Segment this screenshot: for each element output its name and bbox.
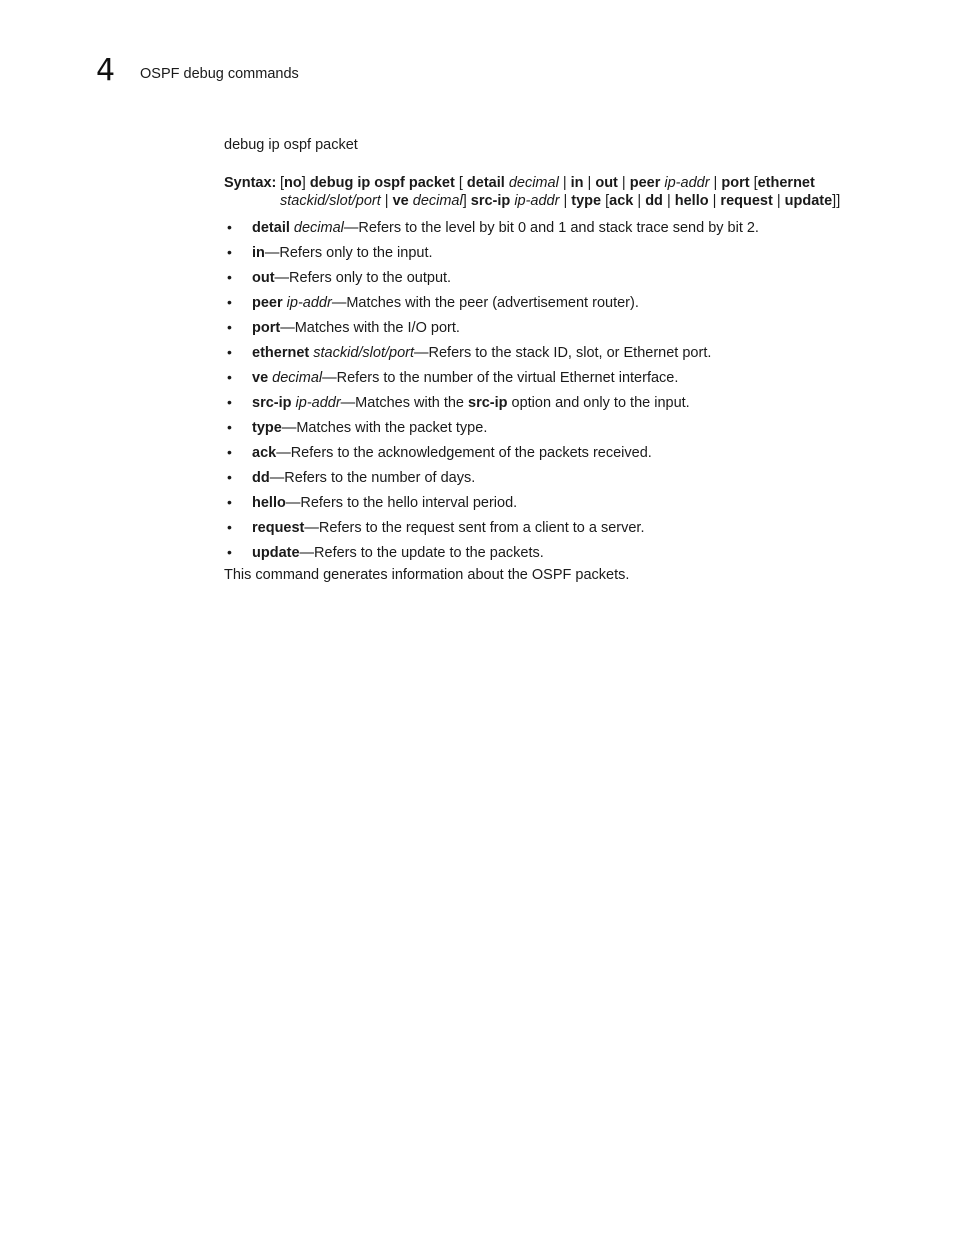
bullet-icon: •: [227, 519, 232, 535]
syntax-token: hello: [674, 193, 709, 209]
command-summary: This command generates information about the OSPF packets.: [224, 567, 630, 583]
param-item-peer: [224, 291, 904, 316]
command-section: [224, 136, 904, 584]
syntax-token: |: [617, 175, 630, 191]
bullet-icon: •: [227, 244, 232, 260]
param-argument: stackid/slot/port: [313, 345, 414, 361]
syntax-token: |: [558, 175, 571, 191]
bullet-icon: •: [227, 344, 232, 360]
param-item-hello: [224, 491, 904, 516]
syntax-token: no: [284, 175, 302, 191]
command-heading: debug ip ospf packet: [224, 137, 358, 153]
param-argument: decimal: [293, 220, 344, 236]
param-description: —Refers to the hello interval period.: [285, 495, 518, 511]
syntax-token: ]: [301, 175, 310, 191]
param-item-in: [224, 241, 904, 266]
syntax-block: [224, 174, 904, 210]
param-description: —Refers to the stack ID, slot, or Ethernet port.: [414, 345, 712, 361]
syntax-token: debug ip ospf packet: [309, 175, 455, 191]
param-description: —Matches with the peer (advertisement router).: [331, 295, 639, 311]
param-keyword: request: [252, 520, 305, 536]
param-description: —Refers to the request sent from a client to a server.: [304, 520, 645, 536]
param-keyword: ack: [252, 445, 277, 461]
param-item-ack: [224, 441, 904, 466]
param-description: —Refers only to the input.: [264, 245, 433, 261]
bullet-icon: •: [227, 219, 232, 235]
syntax-token: request: [720, 193, 773, 209]
syntax-token: |: [772, 193, 785, 209]
parameter-list: [224, 216, 904, 566]
syntax-token: update: [784, 193, 833, 209]
bullet-icon: •: [227, 419, 232, 435]
syntax-token: ip-addr: [664, 175, 710, 191]
param-description: —Refers only to the output.: [274, 270, 452, 286]
bullet-icon: •: [227, 394, 232, 410]
param-keyword: update: [252, 545, 300, 561]
param-item-request: [224, 516, 904, 541]
bullet-icon: •: [227, 319, 232, 335]
syntax-token: out: [595, 175, 618, 191]
syntax-token: [: [749, 175, 758, 191]
param-description-keyword: src-ip: [468, 395, 508, 411]
syntax-token: decimal: [508, 175, 559, 191]
param-item-src-ip: [224, 391, 904, 416]
bullet-icon: •: [227, 369, 232, 385]
syntax-token: |: [709, 175, 722, 191]
syntax-token: stackid/slot/port: [280, 193, 381, 209]
param-item-dd: [224, 466, 904, 491]
syntax-token: type: [571, 193, 602, 209]
param-description: —Refers to the level by bit 0 and 1 and stack trace send by bit 2.: [343, 220, 759, 236]
syntax-row-1: [280, 175, 815, 191]
syntax-token: src-ip: [470, 193, 511, 209]
syntax-token: ethernet: [757, 175, 815, 191]
param-keyword: in: [252, 245, 265, 261]
param-keyword: peer: [252, 295, 283, 311]
syntax-token: |: [583, 175, 596, 191]
param-keyword: out: [252, 270, 275, 286]
syntax-token: ack: [609, 193, 634, 209]
bullet-icon: •: [227, 494, 232, 510]
syntax-token: [: [280, 175, 285, 191]
param-item-detail: [224, 216, 904, 241]
param-description: —Refers to the update to the packets.: [299, 545, 544, 561]
syntax-token: peer: [629, 175, 661, 191]
chapter-title: OSPF debug commands: [140, 66, 299, 82]
syntax-token: dd: [645, 193, 663, 209]
param-description-tail: option and only to the input.: [507, 395, 690, 411]
bullet-icon: •: [227, 444, 232, 460]
param-description: —Refers to the acknowledgement of the packets received.: [276, 445, 652, 461]
bullet-icon: •: [227, 469, 232, 485]
syntax-token: ]]: [832, 193, 841, 209]
chapter-number: 4: [96, 53, 116, 88]
param-keyword: dd: [252, 470, 270, 486]
param-argument: ip-addr: [295, 395, 341, 411]
param-description: —Matches with the I/O port.: [280, 320, 460, 336]
syntax-token: |: [559, 193, 572, 209]
bullet-icon: •: [227, 294, 232, 310]
bullet-icon: •: [227, 544, 232, 560]
syntax-label: Syntax:: [224, 175, 277, 191]
syntax-token: |: [380, 193, 393, 209]
syntax-token: in: [570, 175, 584, 191]
param-description: —Refers to the number of the virtual Ethernet interface.: [322, 370, 679, 386]
syntax-row-2: [224, 192, 904, 210]
param-description: —Refers to the number of days.: [269, 470, 476, 486]
syntax-token: ve: [392, 193, 409, 209]
syntax-token: [: [601, 193, 610, 209]
param-keyword: port: [252, 320, 281, 336]
param-argument: ip-addr: [286, 295, 332, 311]
param-keyword: hello: [252, 495, 286, 511]
syntax-token: ]: [462, 193, 471, 209]
param-keyword: detail: [252, 220, 290, 236]
syntax-token: [: [454, 175, 467, 191]
param-item-out: [224, 266, 904, 291]
param-keyword: ve: [252, 370, 269, 386]
param-item-ethernet: [224, 341, 904, 366]
param-keyword: type: [252, 420, 282, 436]
syntax-token: port: [721, 175, 750, 191]
param-item-type: [224, 416, 904, 441]
bullet-icon: •: [227, 269, 232, 285]
syntax-token: |: [708, 193, 721, 209]
param-argument: decimal: [272, 370, 323, 386]
param-keyword: src-ip: [252, 395, 292, 411]
syntax-token: ip-addr: [514, 193, 560, 209]
param-keyword: ethernet: [252, 345, 310, 361]
param-item-update: [224, 541, 904, 566]
param-item-port: [224, 316, 904, 341]
syntax-token: detail: [466, 175, 505, 191]
param-item-ve: [224, 366, 904, 391]
syntax-token: |: [662, 193, 675, 209]
syntax-token: |: [633, 193, 646, 209]
param-description: —Matches with the: [340, 395, 468, 411]
syntax-token: decimal: [412, 193, 463, 209]
param-description: —Matches with the packet type.: [281, 420, 488, 436]
